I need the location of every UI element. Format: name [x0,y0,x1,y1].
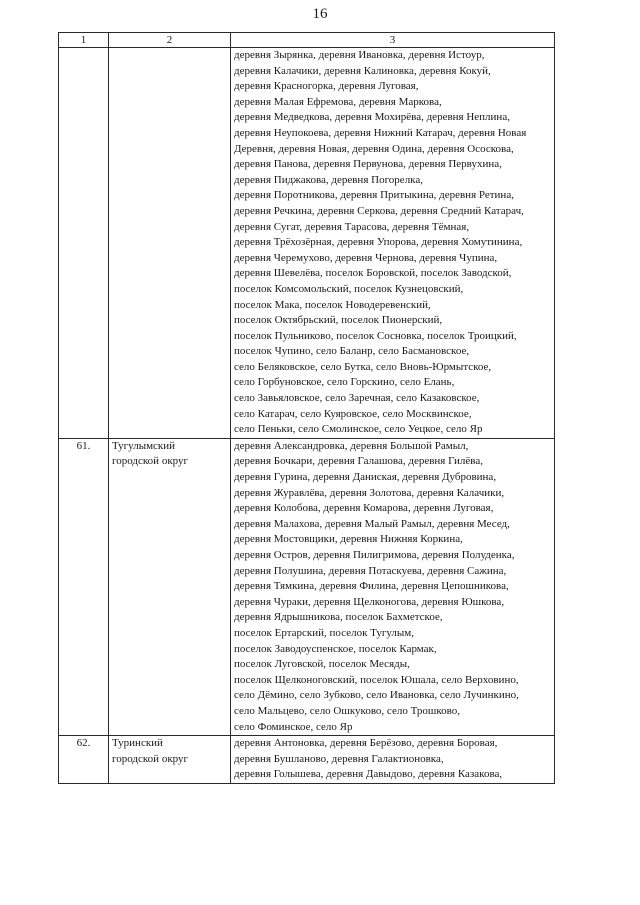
settlements-list [231,736,555,784]
settlements-line: деревня Ядрышникова, поселок Бахметское, [234,611,443,624]
row-number: 61. [59,438,109,735]
settlements-line: поселок Мака, поселок Новодеревенский, [234,298,431,311]
settlements-line: деревня Поротникова, деревня Притыкина, деревня Ретина, [234,189,514,202]
settlements-line: деревня Малахова, деревня Малый Рамыл, деревня Месед, [234,517,510,530]
settlements-line: Деревня, деревня Новая, деревня Одина, деревня Ососкова, [234,142,514,155]
settlements-line: село Беляковское, село Бутка, село Вновь-Юрмытское, [234,360,492,373]
municipality-name [109,736,231,784]
municipality-name-line: городской округ [112,455,189,468]
settlements-list [231,438,555,735]
settlements-line: поселок Пульниково, поселок Сосновка, поселок Троицкий, [234,329,517,342]
settlements-line: село Дёмино, село Зубково, село Ивановка, село Лучинкино, [234,689,519,702]
settlements-line: деревня Бушланово, деревня Галактионовка, [234,752,444,765]
settlements-line: деревня Полушина, деревня Потаскуева, деревня Сажина, [234,564,507,577]
column-header: 3 [231,33,555,48]
settlements-line: деревня Шевелёва, поселок Боровской, поселок Заводской, [234,267,512,280]
table-body [59,48,555,784]
settlements-line: село Завьяловское, село Заречная, село Казаковское, [234,392,480,405]
settlements-line: деревня Журавлёва, деревня Золотова, деревня Калачики, [234,486,505,499]
settlements-line: деревня Панова, деревня Первунова, деревня Первухина, [234,158,502,171]
settlements-line: деревня Малая Ефремова, деревня Маркова, [234,95,442,108]
settlements-line: деревня Сугат, деревня Тарасова, деревня Тёмная, [234,220,470,233]
settlements-line: деревня Черемухово, деревня Чернова, деревня Чупина, [234,251,498,264]
row-number: 62. [59,736,109,784]
settlements-line: деревня Остров, деревня Пилигримова, деревня Полуденка, [234,549,515,561]
settlements-line: село Мальцево, село Ошкуково, село Трошково, [234,704,460,717]
settlements-line: деревня Александровка, деревня Большой Рамыл, [234,439,469,452]
municipality-name-line: Туринский [112,737,163,750]
settlements-line: деревня Гурина, деревня Даниская, деревня Дубровина, [234,471,497,484]
page-number: 16 [312,6,328,22]
municipality-name-line: Тугулымский [112,439,176,452]
settlements-line: деревня Колобова, деревня Комарова, деревня Луговая, [234,502,494,515]
table-header-row [59,33,555,48]
settlements-line: село Пеньки, село Смолинское, село Уецкое, село Яр [234,423,483,436]
settlements-line: деревня Пиджакова, деревня Погорелка, [234,173,423,186]
settlements-line: деревня Зырянка, деревня Ивановка, деревня Истоур, [234,49,485,61]
settlements-line: поселок Ертарский, поселок Тугулым, [234,626,414,639]
settlements-line: деревня Медведкова, деревня Мохирёва, деревня Неплина, [234,111,510,124]
settlements-line: деревня Трёхозёрная, деревня Упорова, деревня Хомутинина, [234,236,523,249]
settlements-line: деревня Тямкина, деревня Филина, деревня Цепошникова, [234,580,509,593]
settlements-line: село Фоминское, село Яр [234,720,353,733]
settlements-line: поселок Комсомольский, поселок Кузнецовский, [234,282,464,295]
settlements-line: деревня Мостовщики, деревня Нижняя Коркина, [234,533,463,546]
municipality-name-line: городской округ [112,752,189,765]
settlements-list [231,48,555,439]
settlements-line: деревня Антоновка, деревня Берёзово, деревня Боровая, [234,737,498,750]
table-row [59,48,555,439]
settlements-line: деревня Речкина, деревня Серкова, деревня Средний Катарач, [234,204,524,217]
table-row [59,438,555,735]
settlements-line: поселок Октябрьский, поселок Пионерский, [234,314,443,327]
settlements-line: поселок Чупино, село Баланр, село Басмановское, [234,345,470,358]
settlements-line: деревня Неупокоева, деревня Нижний Катарач, деревня Новая [234,126,527,139]
settlements-line: деревня Красногорка, деревня Луговая, [234,80,419,93]
table-row [59,736,555,784]
column-header: 2 [109,33,231,48]
settlements-table [58,32,555,784]
settlements-line: деревня Калачики, деревня Калиновка, деревня Кокуй, [234,64,491,77]
column-header: 1 [59,33,109,48]
settlements-line: поселок Заводоуспенское, поселок Кармак, [234,642,437,655]
settlements-line: село Горбуновское, село Горскино, село Елань, [234,376,455,389]
settlements-line: деревня Бочкари, деревня Галашова, деревня Гилёва, [234,455,483,468]
settlements-line: поселок Луговской, поселок Месяды, [234,658,410,671]
municipality-name [109,48,231,439]
settlements-line: деревня Голышева, деревня Давыдово, деревня Казакова, [234,768,503,781]
settlements-line: поселок Щелконоговский, поселок Юшала, село Верховино, [234,673,519,686]
settlements-line: село Катарач, село Куяровское, село Москвинское, [234,407,472,420]
settlements-line: деревня Чураки, деревня Щелконогова, деревня Юшкова, [234,595,505,608]
municipality-name [109,438,231,735]
row-number [59,48,109,439]
